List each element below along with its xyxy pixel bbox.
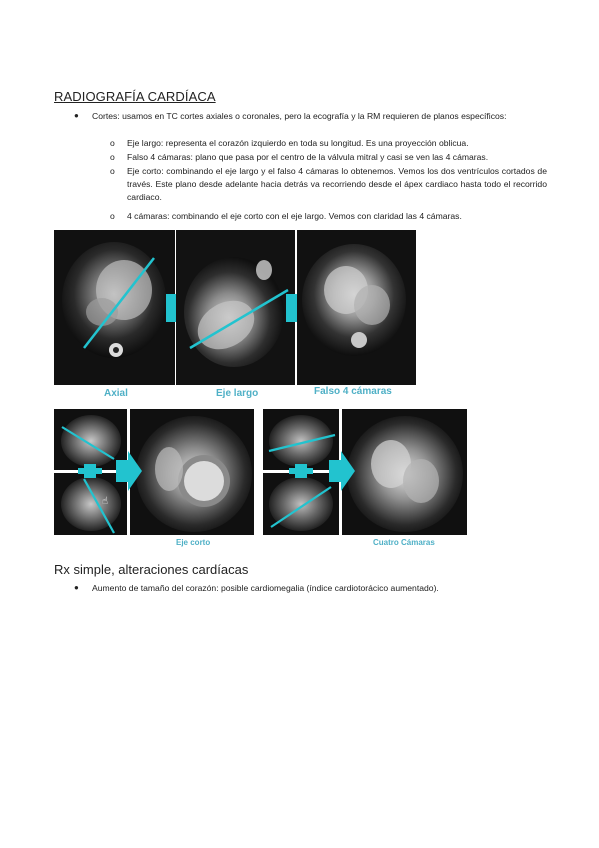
mri-eje-largo-panel [176,230,295,385]
caption-axial: Axial [104,388,128,399]
caption-cuatro-camaras: Cuatro Cámaras [373,538,435,547]
mri-axial-panel [54,230,175,385]
bullet-dot: ● [74,583,79,592]
bullet-dot: ● [74,111,79,120]
bullet-cardiomegalia: Aumento de tamaño del corazón: posible cardiomegalia (índice cardiotorácico aumentado). [92,583,439,593]
mri-cuatro-camaras-figure [263,409,467,535]
section-title-rx-simple: Rx simple, alteraciones cardíacas [54,562,249,577]
caption-falso-4: Falso 4 cámaras [314,386,392,397]
sub-item-falso-4: Falso 4 cámaras: plano que pasa por el centro de la válvula mitral y casi se ven las 4 cámaras. [127,152,489,162]
caption-eje-corto: Eje corto [176,538,211,547]
sub-bullet: o [110,152,115,162]
mri-top-svg [54,230,416,385]
mri-falso-4-panel [297,230,416,385]
cursor-hand-icon: ☝ [102,496,109,507]
caption-eje-largo: Eje largo [216,388,259,399]
sub-bullet: o [110,166,115,176]
section-title-radiografia: RADIOGRAFÍA CARDÍACA [54,89,216,104]
sub-item-eje-corto: Eje corto: combinando el eje largo y el falso 4 cámaras lo obtenemos. Vemos los dos ventrículos cortados de través. Este plano desde adelante hacia detrás va recorriendo desde el ápex cardiaco hasta todo el recorrido cardiaco. [127,166,547,203]
sub-item-4-camaras: 4 cámaras: combinando el eje corto con el eje largo. Vemos con claridad las 4 cámaras. [127,211,462,221]
mri-eje-corto-figure [54,409,254,535]
mri-cuatro-svg [263,409,467,535]
sub-item-eje-largo: Eje largo: representa el corazón izquierdo en toda su longitud. Es una proyección oblicua. [127,138,469,148]
mri-figure-top-row [54,230,416,385]
mri-eje-corto-svg [54,409,254,535]
sub-bullet: o [110,211,115,221]
sub-bullet: o [110,138,115,148]
bullet-cortes: Cortes: usamos en TC cortes axiales o coronales, pero la ecografía y la RM requieren de planos específicos: [92,111,507,121]
